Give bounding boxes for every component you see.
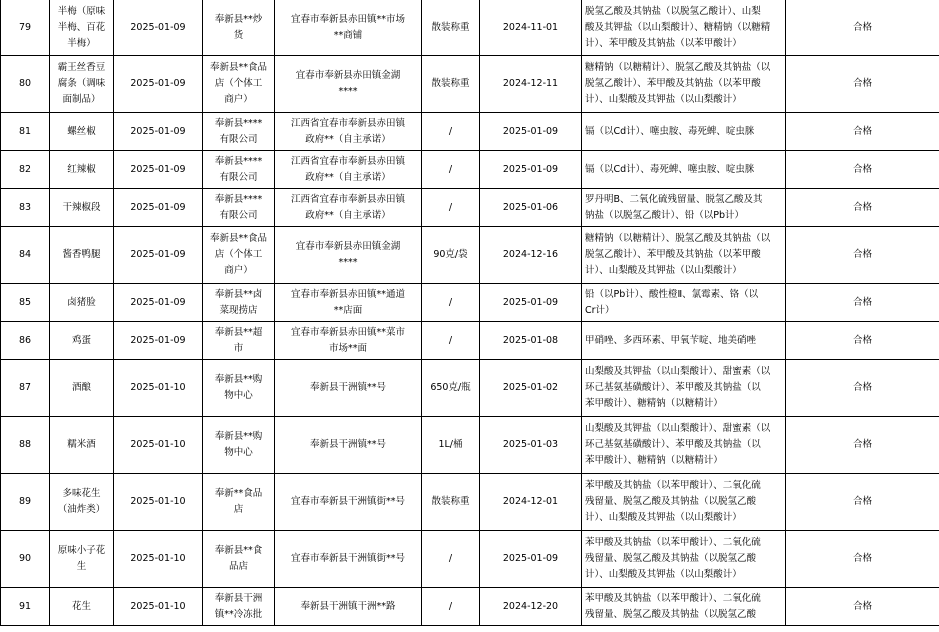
- sampling-date-cell: 2025-01-09: [114, 322, 203, 360]
- specification-cell-line: /: [448, 553, 453, 564]
- sampling-date-cell: 2025-01-10: [114, 531, 203, 588]
- address-cell-line: ****: [338, 86, 358, 97]
- food-name-cell-line: 腐条（调味: [57, 78, 106, 89]
- address-cell-line: 政府**（自主承诺）: [305, 133, 391, 145]
- specification-cell-line: 散装称重: [431, 496, 470, 507]
- test-items-cell-line: 苯甲酸及其钠盐（以苯甲酸计）、二氧化硫: [585, 592, 761, 604]
- food-name-cell-line: 酒酿: [71, 382, 91, 393]
- company-name-cell: [203, 322, 275, 360]
- result-cell: 合格: [786, 284, 939, 322]
- production-date-cell: 2025-01-08: [480, 322, 582, 360]
- production-date-cell: 2025-01-09: [480, 284, 582, 322]
- test-items-cell: [582, 322, 786, 360]
- table-row: [1, 360, 939, 417]
- address-cell: [275, 151, 422, 189]
- test-items-cell-line: 脱氢乙酸计）、苯甲酸及其钠盐（以苯甲酸: [585, 78, 761, 89]
- test-items-cell: [582, 284, 786, 322]
- company-name-cell: [203, 588, 275, 626]
- address-cell-line: **商铺: [333, 29, 363, 41]
- address-cell-line: 奉新县干洲镇**号: [309, 439, 386, 450]
- sampling-date-cell: 2025-01-10: [114, 360, 203, 417]
- table-row: [1, 531, 939, 588]
- specification-cell-line: /: [448, 201, 453, 213]
- food-name-cell: [50, 322, 114, 360]
- test-items-cell: [582, 56, 786, 113]
- result-cell: 合格: [786, 227, 939, 284]
- sampling-date-cell: 2025-01-09: [114, 151, 203, 189]
- address-cell: [275, 531, 422, 588]
- sampling-date-cell: 2025-01-10: [114, 588, 203, 626]
- address-cell: [275, 322, 422, 360]
- table-row: [1, 322, 939, 360]
- food-name-cell: [50, 56, 114, 113]
- address-cell-line: 江西省宜春市奉新县赤田镇: [290, 117, 405, 129]
- address-cell: [275, 0, 422, 56]
- food-name-cell-line: 糯米酒: [67, 439, 96, 450]
- address-cell-line: 宜春市奉新县赤田镇**菜市: [290, 326, 405, 338]
- address-cell-line: 宜春市奉新县干洲镇街**号: [290, 496, 405, 507]
- test-items-cell: [582, 113, 786, 151]
- test-items-cell: [582, 227, 786, 284]
- address-cell: [275, 189, 422, 227]
- company-name-cell-line: 奉新县****: [214, 193, 263, 205]
- seq-number-cell: 80: [1, 56, 50, 113]
- company-name-cell-line: 菜现捞店: [219, 304, 258, 316]
- address-cell-line: 奉新县干洲镇**号: [309, 382, 386, 393]
- address-cell-line: 江西省宜春市奉新县赤田镇: [290, 155, 405, 167]
- specification-cell: [422, 360, 480, 417]
- specification-cell: [422, 227, 480, 284]
- company-name-cell: [203, 0, 275, 56]
- company-name-cell-line: 奉新县**购: [214, 431, 263, 442]
- specification-cell-line: /: [448, 163, 453, 175]
- company-name-cell-line: 物中心: [224, 447, 253, 458]
- food-name-cell: [50, 474, 114, 531]
- sampling-date-cell: 2025-01-09: [114, 284, 203, 322]
- company-name-cell-line: 商户）: [224, 94, 253, 105]
- production-date-cell: 2024-12-16: [480, 227, 582, 284]
- test-items-cell-line: 计）、山梨酸及其钾盐（以山梨酸计）: [585, 569, 742, 580]
- company-name-cell-line: 有限公司: [219, 209, 258, 221]
- seq-number-cell: 81: [1, 113, 50, 151]
- test-items-cell-line: 环己基氨基磺酸计）、苯甲酸及其钠盐（以: [585, 382, 761, 393]
- company-name-cell-line: 品店: [228, 561, 248, 572]
- production-date-cell: 2025-01-02: [480, 360, 582, 417]
- company-name-cell-line: 奉新县**炒: [214, 13, 263, 25]
- result-cell: 合格: [786, 417, 939, 474]
- food-name-cell-line: 螺丝椒: [67, 125, 96, 137]
- company-name-cell-line: 奉新县**食品: [209, 62, 267, 73]
- test-items-cell: [582, 360, 786, 417]
- seq-number-cell: 90: [1, 531, 50, 588]
- seq-number-cell: 84: [1, 227, 50, 284]
- seq-number-cell: 87: [1, 360, 50, 417]
- company-name-cell-line: 物中心: [224, 390, 253, 401]
- test-items-cell-line: 镉（以Cd计）、毒死蜱、噻虫胺、啶虫脒: [585, 163, 755, 175]
- test-items-cell-line: 计）、山梨酸及其钾盐（以山梨酸计）: [585, 265, 742, 276]
- address-cell-line: 市场**面: [328, 342, 367, 354]
- result-cell: 合格: [786, 113, 939, 151]
- test-items-cell-line: 脱氢乙酸及其钠盐（以脱氢乙酸计）、山梨: [585, 5, 761, 17]
- test-items-cell: [582, 474, 786, 531]
- test-items-cell-line: 计）、山梨酸及其钾盐（以山梨酸计）: [585, 94, 742, 105]
- test-items-cell-line: 苯甲酸及其钠盐（以苯甲酸计）、二氧化硫: [585, 537, 761, 548]
- specification-cell-line: 散装称重: [431, 21, 470, 33]
- company-name-cell-line: 奉新县****: [214, 155, 263, 167]
- company-name-cell-line: 货: [233, 29, 244, 41]
- food-name-cell-line: 花生: [71, 600, 91, 612]
- food-name-cell-line: 原味小子花: [57, 545, 106, 556]
- specification-cell-line: 650克/瓶: [430, 382, 471, 393]
- food-name-cell-line: 半梅（原味: [57, 5, 106, 17]
- result-cell: 合格: [786, 151, 939, 189]
- production-date-cell: 2024-12-20: [480, 588, 582, 626]
- company-name-cell: [203, 531, 275, 588]
- address-cell-line: 宜春市奉新县赤田镇**市场: [290, 13, 405, 25]
- address-cell-line: 宜春市奉新县赤田镇**通道: [290, 288, 405, 300]
- company-name-cell-line: 奉新县干洲: [214, 592, 263, 604]
- company-name-cell: [203, 227, 275, 284]
- address-cell-line: 江西省宜春市奉新县赤田镇: [290, 193, 405, 205]
- specification-cell: [422, 588, 480, 626]
- food-name-cell-line: 多味花生: [62, 488, 101, 499]
- specification-cell: [422, 151, 480, 189]
- seq-number-cell: 83: [1, 189, 50, 227]
- specification-cell-line: 90克/袋: [433, 249, 468, 260]
- test-items-cell: [582, 417, 786, 474]
- specification-cell: [422, 189, 480, 227]
- food-name-cell: [50, 360, 114, 417]
- company-name-cell-line: 奉新县**购: [214, 374, 263, 385]
- test-items-cell-line: 酸及其钾盐（以山梨酸计）、糖精钠（以糖精: [585, 21, 771, 33]
- production-date-cell: 2025-01-09: [480, 531, 582, 588]
- production-date-cell: 2024-12-01: [480, 474, 582, 531]
- company-name-cell: [203, 360, 275, 417]
- company-name-cell: [203, 417, 275, 474]
- company-name-cell-line: 镇**冷冻批: [214, 608, 263, 620]
- food-name-cell: [50, 189, 114, 227]
- test-items-cell-line: 计）、山梨酸及其钾盐（以山梨酸计）: [585, 512, 742, 523]
- specification-cell: [422, 284, 480, 322]
- specification-cell: [422, 56, 480, 113]
- specification-cell-line: 散装称重: [431, 78, 470, 89]
- address-cell-line: 政府**（自主承诺）: [305, 171, 391, 183]
- test-items-cell-line: 计）、苯甲酸及其钠盐（以苯甲酸计）: [585, 37, 742, 49]
- test-items-cell: [582, 0, 786, 56]
- table-row: [1, 151, 939, 189]
- address-cell: [275, 227, 422, 284]
- address-cell-line: 政府**（自主承诺）: [305, 209, 391, 221]
- result-cell: 合格: [786, 588, 939, 626]
- company-name-cell-line: 店（个体工: [214, 249, 263, 260]
- result-cell: 合格: [786, 0, 939, 56]
- food-name-cell: [50, 113, 114, 151]
- test-items-cell-line: 苯甲酸计）、糖精钠（以糖精计）: [585, 455, 723, 466]
- company-name-cell-line: 店（个体工: [214, 78, 263, 89]
- company-name-cell-line: 奉新县**卤: [214, 288, 263, 300]
- specification-cell: [422, 0, 480, 56]
- food-name-cell-line: 半梅）: [67, 37, 96, 49]
- address-cell: [275, 284, 422, 322]
- table-row: [1, 56, 939, 113]
- table-row: [1, 0, 939, 56]
- test-items-cell: [582, 588, 786, 626]
- test-items-cell-line: 残留量、脱氢乙酸及其钠盐（以脱氢乙酸: [585, 496, 757, 507]
- seq-number-cell: 89: [1, 474, 50, 531]
- test-items-cell-line: 甲硝唑、多西环素、甲氧苄啶、地美硝唑: [585, 334, 757, 346]
- address-cell-line: **店面: [333, 304, 363, 316]
- seq-number-cell: 86: [1, 322, 50, 360]
- test-items-cell-line: 环己基氨基磺酸计）、苯甲酸及其钠盐（以: [585, 439, 761, 450]
- test-items-cell-line: Cr计）: [585, 304, 615, 316]
- production-date-cell: 2024-12-11: [480, 56, 582, 113]
- food-name-cell-line: 干辣椒段: [62, 201, 101, 213]
- test-items-cell-line: 山梨酸及其钾盐（以山梨酸计）、甜蜜素（以: [585, 366, 771, 377]
- sampling-date-cell: 2025-01-09: [114, 227, 203, 284]
- company-name-cell-line: 店: [233, 504, 244, 515]
- company-name-cell-line: 奉新**食品: [214, 488, 263, 499]
- test-items-cell-line: 残留量、脱氢乙酸及其钠盐（以脱氢乙酸: [585, 608, 757, 620]
- sampling-date-cell: 2025-01-09: [114, 0, 203, 56]
- table-row: [1, 189, 939, 227]
- test-items-cell-line: 脱氢乙酸计）、苯甲酸及其钠盐（以苯甲酸: [585, 249, 761, 260]
- test-items-cell-line: 糖精钠（以糖精计）、脱氢乙酸及其钠盐（以: [585, 62, 771, 73]
- result-cell: 合格: [786, 531, 939, 588]
- sampling-date-cell: 2025-01-10: [114, 474, 203, 531]
- address-cell-line: 宜春市奉新县赤田镇金湖: [295, 70, 401, 81]
- seq-number-cell: 79: [1, 0, 50, 56]
- test-items-cell-line: 糖精钠（以糖精计）、脱氢乙酸及其钠盐（以: [585, 233, 771, 244]
- production-date-cell: 2025-01-09: [480, 151, 582, 189]
- food-name-cell-line: 生: [76, 561, 87, 572]
- specification-cell: [422, 417, 480, 474]
- result-cell: 合格: [786, 56, 939, 113]
- test-items-cell-line: 苯甲酸及其钠盐（以苯甲酸计）、二氧化硫: [585, 480, 761, 491]
- company-name-cell: [203, 189, 275, 227]
- address-cell: [275, 113, 422, 151]
- table-row: [1, 113, 939, 151]
- company-name-cell-line: 有限公司: [219, 171, 258, 183]
- address-cell: [275, 588, 422, 626]
- table-row: [1, 474, 939, 531]
- production-date-cell: 2024-11-01: [480, 0, 582, 56]
- test-items-cell-line: 钠盐（以脱氢乙酸计）、铅（以Pb计）: [585, 209, 745, 221]
- food-name-cell: [50, 531, 114, 588]
- specification-cell: [422, 531, 480, 588]
- result-cell: 合格: [786, 360, 939, 417]
- company-name-cell-line: 奉新县**超: [214, 326, 263, 338]
- food-name-cell-line: 卤猪脸: [67, 296, 96, 308]
- food-name-cell-line: 鸡蛋: [71, 334, 91, 346]
- table-row: [1, 588, 939, 626]
- table-row: [1, 227, 939, 284]
- sampling-date-cell: 2025-01-09: [114, 189, 203, 227]
- specification-cell-line: /: [448, 600, 453, 612]
- food-name-cell-line: 红辣椒: [67, 163, 96, 175]
- specification-cell: [422, 322, 480, 360]
- address-cell-line: 宜春市奉新县干洲镇街**号: [290, 553, 405, 564]
- specification-cell-line: /: [448, 125, 453, 137]
- address-cell: [275, 360, 422, 417]
- test-items-cell-line: 铅（以Pb计）、酸性橙Ⅱ、氯霉素、铬（以: [585, 288, 759, 300]
- seq-number-cell: 88: [1, 417, 50, 474]
- company-name-cell: [203, 474, 275, 531]
- sampling-date-cell: 2025-01-09: [114, 113, 203, 151]
- result-cell: 合格: [786, 474, 939, 531]
- test-items-cell: [582, 189, 786, 227]
- production-date-cell: 2025-01-09: [480, 113, 582, 151]
- test-items-cell-line: 苯甲酸计）、糖精钠（以糖精计）: [585, 398, 723, 409]
- test-items-cell-line: 罗丹明B、二氧化硫残留量、脱氢乙酸及其: [585, 193, 763, 205]
- specification-cell-line: 1L/桶: [438, 439, 463, 450]
- food-name-cell-line: 霸王丝香豆: [57, 62, 106, 73]
- food-name-cell-line: 半梅、百花: [57, 21, 106, 33]
- food-name-cell: [50, 227, 114, 284]
- company-name-cell-line: 有限公司: [219, 133, 258, 145]
- address-cell-line: 宜春市奉新县赤田镇金湖: [295, 241, 401, 252]
- test-items-cell: [582, 151, 786, 189]
- food-name-cell-line: 酱香鸭腿: [62, 249, 101, 260]
- specification-cell: [422, 113, 480, 151]
- test-items-cell-line: 镉（以Cd计）、噻虫胺、毒死蜱、啶虫脒: [585, 125, 755, 137]
- company-name-cell-line: 商户）: [224, 265, 253, 276]
- company-name-cell-line: 奉新县**食品: [209, 233, 267, 244]
- company-name-cell-line: 市: [233, 342, 244, 354]
- seq-number-cell: 85: [1, 284, 50, 322]
- food-name-cell-line: 面制品）: [62, 94, 101, 105]
- sampling-date-cell: 2025-01-09: [114, 56, 203, 113]
- specification-cell: [422, 474, 480, 531]
- food-name-cell-line: （油炸类）: [57, 504, 106, 515]
- food-name-cell: [50, 417, 114, 474]
- company-name-cell-line: 奉新县****: [214, 117, 263, 129]
- specification-cell-line: /: [448, 296, 453, 308]
- company-name-cell: [203, 151, 275, 189]
- company-name-cell: [203, 56, 275, 113]
- test-items-cell-line: 残留量、脱氢乙酸及其钠盐（以脱氢乙酸: [585, 553, 757, 564]
- specification-cell-line: /: [448, 334, 453, 346]
- table-row: [1, 284, 939, 322]
- address-cell-line: ****: [338, 257, 358, 268]
- address-cell: [275, 474, 422, 531]
- production-date-cell: 2025-01-03: [480, 417, 582, 474]
- test-items-cell: [582, 531, 786, 588]
- production-date-cell: 2025-01-06: [480, 189, 582, 227]
- company-name-cell: [203, 113, 275, 151]
- address-cell: [275, 417, 422, 474]
- company-name-cell-line: 奉新县**食: [214, 545, 263, 556]
- result-cell: 合格: [786, 189, 939, 227]
- food-name-cell: [50, 0, 114, 56]
- table-row: [1, 417, 939, 474]
- seq-number-cell: 82: [1, 151, 50, 189]
- seq-number-cell: 91: [1, 588, 50, 626]
- sampling-date-cell: 2025-01-10: [114, 417, 203, 474]
- test-items-cell-line: 山梨酸及其钾盐（以山梨酸计）、甜蜜素（以: [585, 423, 771, 434]
- company-name-cell: [203, 284, 275, 322]
- result-cell: 合格: [786, 322, 939, 360]
- food-name-cell: [50, 151, 114, 189]
- food-name-cell: [50, 588, 114, 626]
- food-name-cell: [50, 284, 114, 322]
- address-cell-line: 奉新县干洲镇干洲**路: [300, 600, 396, 612]
- address-cell: [275, 56, 422, 113]
